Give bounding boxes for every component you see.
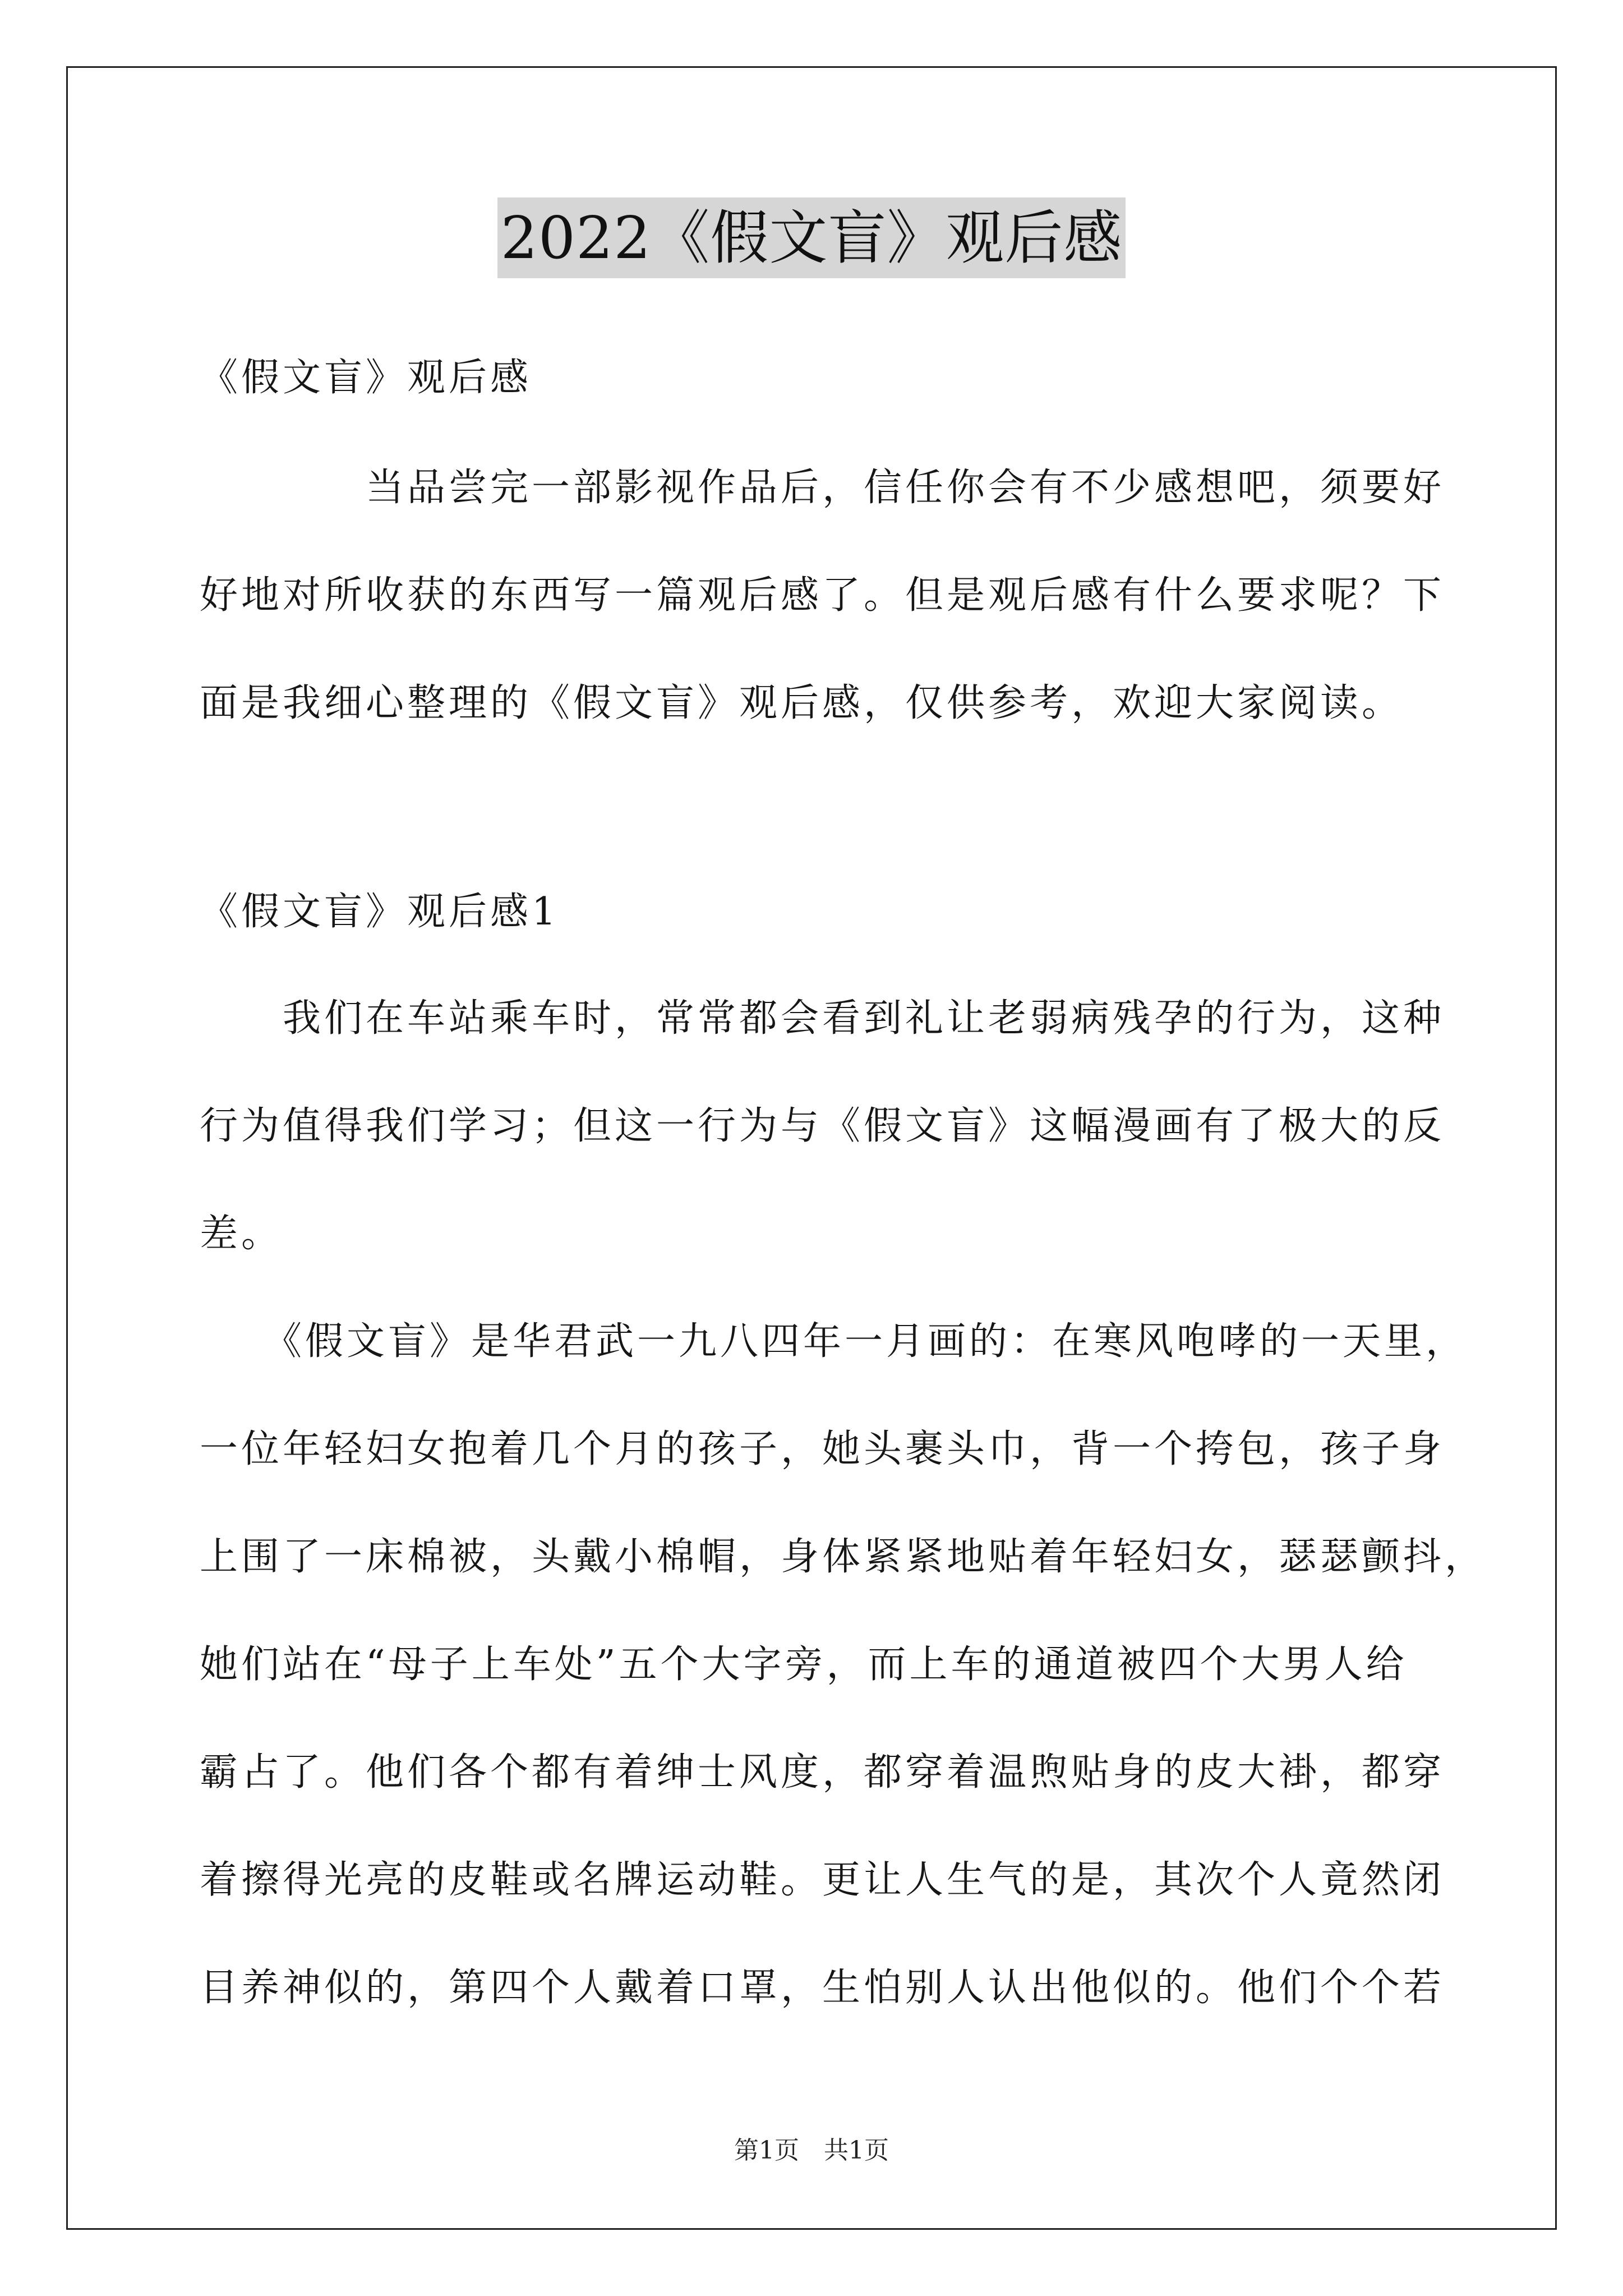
paragraph-line: 我们在车站乘车时，常常都会看到礼让老弱病残孕的行为，这种 [200, 996, 1445, 1041]
paragraph-line: 一位年轻妇女抱着几个月的孩子，她头裹头巾，背一个挎包，孩子身 [200, 1427, 1445, 1471]
paragraph-line: 当品尝完一部影视作品后，信任你会有不少感想吧，须要好 [200, 466, 1445, 510]
paragraph-line: 她们站在“母子上车处”五个大字旁，而上车的通道被四个大男人给 [200, 1642, 1408, 1687]
paragraph-line: 行为值得我们学习；但这一行为与《假文盲》这幅漫画有了极大的反 [200, 1104, 1445, 1148]
paragraph-line: 《假文盲》是华君武一九八四年一月画的：在寒风咆哮的一天里， [200, 1319, 1468, 1364]
paragraph-line: 好地对所收获的东西写一篇观后感了。但是观后感有什么要求呢？下 [200, 573, 1445, 618]
paragraph-line: 霸占了。他们各个都有着绅士风度，都穿着温煦贴身的皮大褂，都穿 [200, 1750, 1445, 1795]
document-title: 2022《假文盲》观后感 [497, 197, 1126, 278]
page-footer: 第1页 共1页 [734, 2136, 889, 2165]
paragraph-line: 差。 [200, 1212, 283, 1256]
paragraph-line: 着擦得光亮的皮鞋或名牌运动鞋。更让人生气的是，其次个人竟然闭 [200, 1858, 1445, 1902]
paragraph-line: 面是我细心整理的《假文盲》观后感，仅供参考，欢迎大家阅读。 [200, 681, 1404, 725]
paragraph-line: 上围了一床棉被，头戴小棉帽，身体紧紧地贴着年轻妇女，瑟瑟颤抖， [200, 1535, 1487, 1579]
section-heading-1: 《假文盲》观后感1 [200, 890, 560, 934]
paragraph-line: 目养神似的，第四个人戴着口罩，生怕别人认出他似的。他们个个若 [200, 1966, 1445, 2010]
title-container [0, 197, 1623, 278]
section-heading-intro: 《假文盲》观后感 [200, 356, 532, 400]
